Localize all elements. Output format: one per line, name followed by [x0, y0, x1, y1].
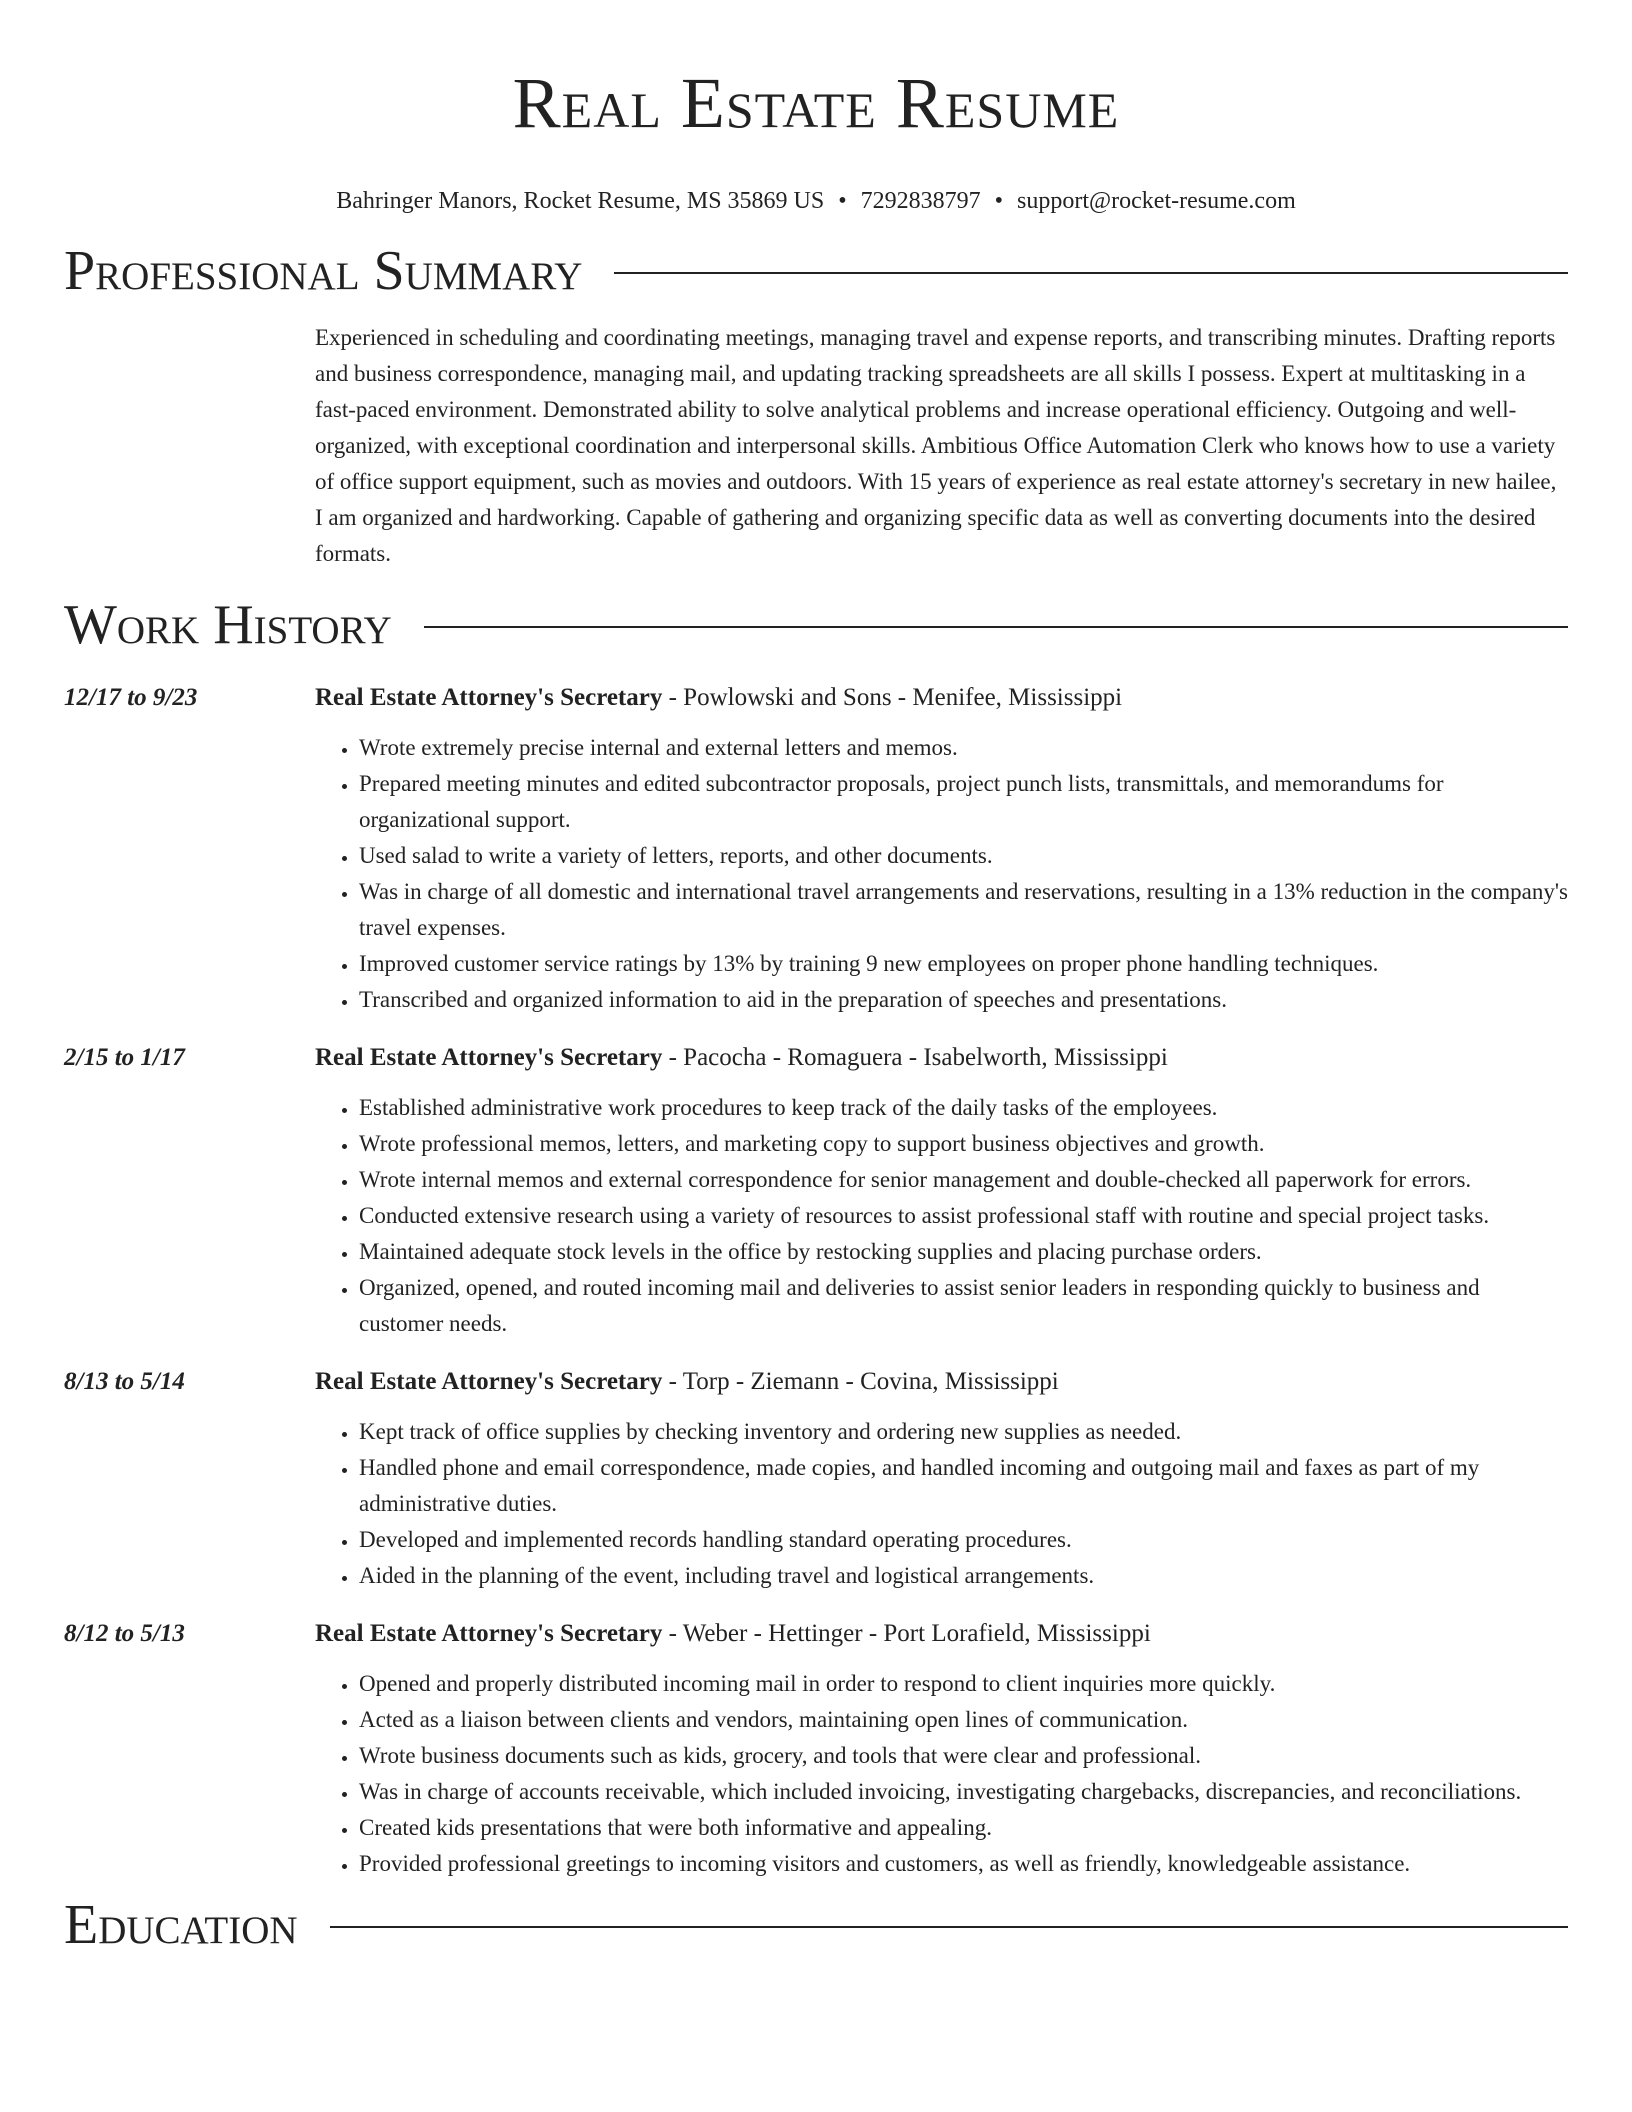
- job-list: [64, 680, 1568, 1882]
- summary-heading: Professional Summary: [64, 240, 583, 302]
- summary-section-header: [64, 238, 1568, 304]
- job-details: - Torp - Ziemann - Covina, Mississippi: [662, 1368, 1059, 1395]
- contact-phone: 7292838797: [860, 188, 981, 214]
- job-bullet: • Developed and implemented records handling standard operating procedures.: [359, 1522, 1568, 1558]
- education-section-header: [64, 1892, 1568, 1958]
- job-bullet: • Organized, opened, and routed incoming mail and deliveries to assist senior leaders in responding quickly to business and customer needs.: [359, 1270, 1568, 1342]
- job-role: Real Estate Attorney's Secretary: [315, 1044, 663, 1071]
- section-divider: [614, 272, 1568, 274]
- job-body: [315, 680, 1568, 1018]
- job-title-line: [315, 680, 1568, 716]
- job-details: - Pacocha - Romaguera - Isabelworth, Mississippi: [662, 1044, 1168, 1071]
- job-title-line: [315, 1616, 1568, 1652]
- job-bullet: • Used salad to write a variety of letters, reports, and other documents.: [359, 838, 1568, 874]
- job-entry: [64, 1364, 1568, 1594]
- job-body: [315, 1040, 1568, 1342]
- job-bullet: • Acted as a liaison between clients and vendors, maintaining open lines of communication.: [359, 1702, 1568, 1738]
- job-bullet: • Aided in the planning of the event, including travel and logistical arrangements.: [359, 1558, 1568, 1594]
- job-bullets: [315, 1414, 1568, 1594]
- job-body: [315, 1364, 1568, 1594]
- job-bullet: • Wrote business documents such as kids, grocery, and tools that were clear and professional.: [359, 1738, 1568, 1774]
- contact-separator: •: [838, 188, 847, 214]
- job-bullet: • Provided professional greetings to incoming visitors and customers, as well as friendly, knowledgeable assistance.: [359, 1846, 1568, 1882]
- summary-text: Experienced in scheduling and coordinating meetings, managing travel and expense reports, and transcribing minutes. Drafting reports and business correspondence, managing mail, and updating tracking spreadsheets are all skills I possess. Expert at multitasking in a fast-paced environment. Demonstrated ability to solve analytical problems and increase operational efficiency. Outgoing and well-organized, with exceptional coordination and interpersonal skills. Ambitious Office Automation Clerk who knows how to use a variety of office support equipment, such as movies and outdoors. With 15 years of experience as real estate attorney's secretary in new hailee, I am organized and hardworking. Capable of gathering and organizing specific data as well as converting documents into the desired formats.: [315, 325, 1557, 566]
- job-entry: [64, 680, 1568, 1018]
- job-dates: 8/13 to 5/14: [64, 1368, 185, 1395]
- job-role: Real Estate Attorney's Secretary: [315, 1368, 663, 1395]
- job-details: - Powlowski and Sons - Menifee, Mississippi: [662, 684, 1123, 711]
- job-details: - Weber - Hettinger - Port Lorafield, Mississippi: [662, 1620, 1151, 1647]
- job-title-line: [315, 1364, 1568, 1400]
- job-role: Real Estate Attorney's Secretary: [315, 684, 663, 711]
- job-bullet: • Prepared meeting minutes and edited subcontractor proposals, project punch lists, transmittals, and memorandums for organizational support.: [359, 766, 1568, 838]
- section-divider: [330, 1926, 1568, 1928]
- job-bullet: • Was in charge of all domestic and international travel arrangements and reservations, resulting in a 13% reduction in the company's travel expenses.: [359, 874, 1568, 946]
- contact-separator: •: [994, 188, 1004, 214]
- job-bullet: • Improved customer service ratings by 13% by training 9 new employees on proper phone handling techniques.: [359, 946, 1568, 982]
- job-bullet: • Was in charge of accounts receivable, which included invoicing, investigating chargebacks, discrepancies, and reconciliations.: [359, 1774, 1568, 1810]
- job-dates: 12/17 to 9/23: [64, 684, 198, 711]
- work-history-section-header: [64, 592, 1568, 658]
- job-bullets: [315, 1090, 1568, 1342]
- job-bullet: • Transcribed and organized information to aid in the preparation of speeches and presentations.: [359, 982, 1568, 1018]
- job-bullet: • Wrote extremely precise internal and external letters and memos.: [359, 730, 1568, 766]
- contact-line: [64, 186, 1568, 216]
- job-bullet: • Created kids presentations that were both informative and appealing.: [359, 1810, 1568, 1846]
- job-body: [315, 1616, 1568, 1882]
- job-bullet: • Kept track of office supplies by checking inventory and ordering new supplies as needed.: [359, 1414, 1568, 1450]
- education-heading: Education: [64, 1894, 298, 1956]
- job-bullet: • Opened and properly distributed incoming mail in order to respond to client inquiries more quickly.: [359, 1666, 1568, 1702]
- work-history-heading: Work History: [64, 594, 392, 656]
- resume-title: Real Estate Resume: [512, 63, 1120, 143]
- job-role: Real Estate Attorney's Secretary: [315, 1620, 663, 1647]
- job-bullet: • Wrote internal memos and external correspondence for senior management and double-checked all paperwork for errors.: [359, 1162, 1568, 1198]
- job-entry: [64, 1040, 1568, 1342]
- job-bullet: • Conducted extensive research using a variety of resources to assist professional staff with routine and special project tasks.: [359, 1198, 1568, 1234]
- job-title-line: [315, 1040, 1568, 1076]
- job-dates: 8/12 to 5/13: [64, 1620, 185, 1647]
- contact-address: Bahringer Manors, Rocket Resume, MS 35869 US: [336, 188, 825, 214]
- job-entry: [64, 1616, 1568, 1882]
- job-bullet: • Maintained adequate stock levels in the office by restocking supplies and placing purchase orders.: [359, 1234, 1568, 1270]
- job-dates: 2/15 to 1/17: [64, 1044, 185, 1071]
- job-bullets: [315, 1666, 1568, 1882]
- section-divider: [424, 626, 1568, 628]
- job-bullet: • Wrote professional memos, letters, and marketing copy to support business objectives and growth.: [359, 1126, 1568, 1162]
- job-bullets: [315, 730, 1568, 1018]
- job-bullet: • Established administrative work procedures to keep track of the daily tasks of the employees.: [359, 1090, 1568, 1126]
- contact-email: support@rocket-resume.com: [1017, 188, 1296, 214]
- job-bullet: • Handled phone and email correspondence, made copies, and handled incoming and outgoing mail and faxes as part of my administrative duties.: [359, 1450, 1568, 1522]
